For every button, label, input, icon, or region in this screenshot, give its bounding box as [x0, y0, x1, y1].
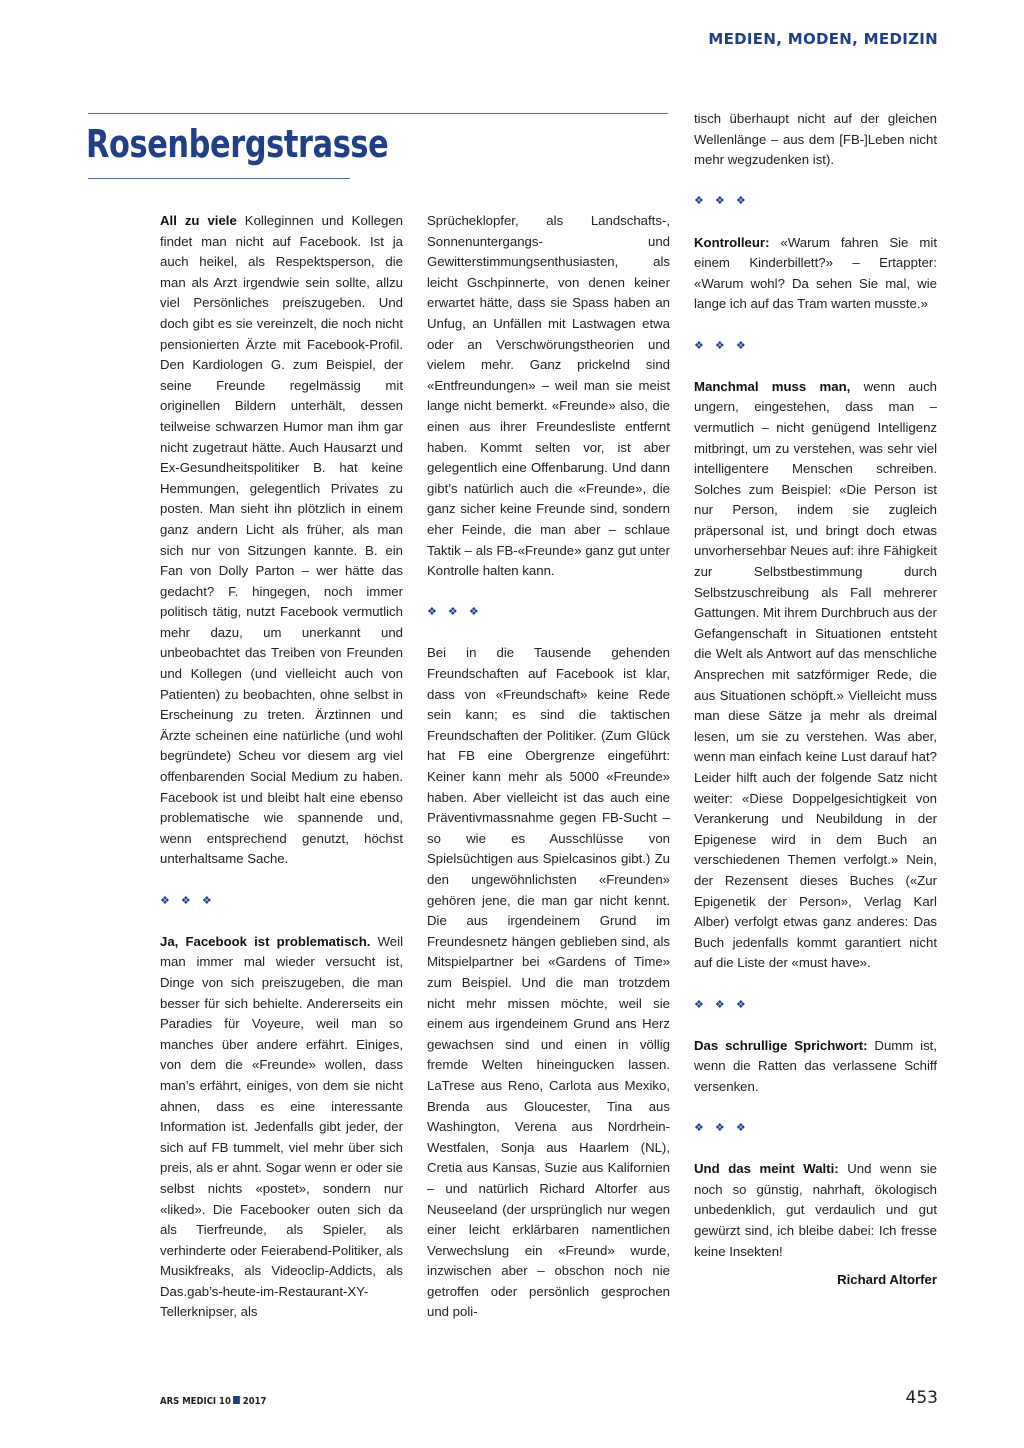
section-title: MEDIEN, MODEN, MEDIZIN	[708, 30, 938, 48]
paragraph-lead: All zu viele	[160, 213, 237, 228]
article-title: Rosenbergstrasse	[86, 122, 389, 166]
section-ornament: ❖ ❖ ❖	[694, 339, 750, 352]
paragraph	[160, 932, 403, 1323]
paragraph	[427, 643, 670, 1323]
square-separator-icon	[233, 1396, 240, 1404]
journal-year: 2017	[242, 1396, 267, 1407]
title-bottom-rule	[88, 178, 350, 179]
paragraph-text: Sprücheklopfer, als Landschafts-, Sonnenuntergangs- und Gewitterstimmungsenthusiasten, als leicht Gschpinnerte, von denen keiner erwartet hätte, dass sie Spass haben an Unfug, an Unfällen mit Lastwagen etwa oder an Verschwörungstheorien und vielem mehr. Ganz prickelnd sind «Entfreundungen» – weil man sie meist lange nicht bemerkt. «Freunde» also, die einen aus ihrer Freundesliste entfernt haben. Kommt selten vor, ist aber gelegentlich eine Offenbarung. Und dann gibt’s natürlich auch die «Freunde», die ganz sicher keine Freunde sind, sondern eher Feinde, die man aber – schlaue Taktik – als FB-«Freunde» ganz gut unter Kontrolle halten kann.	[427, 213, 670, 579]
paragraph-lead: Und das meint Walti:	[694, 1161, 839, 1177]
column-3	[694, 109, 937, 1291]
page-number: 453	[905, 1388, 938, 1408]
column-1	[160, 211, 403, 1344]
journal-name: ARS MEDICI 10	[160, 1396, 231, 1407]
paragraph-text: Und wenn sie noch so günstig, nahrhaft, ökologisch unbedenklich, gut verdaulich und gut gewürzt sind, ich bleibe dabei: Ich fresse keine Insekten!	[694, 1161, 937, 1259]
paragraph-text: wenn auch ungern, eingestehen, dass man – vermutlich – nicht genügend Intelligenz mitbringt, um zu verstehen, was sehr viel intelligentere Menschen schreiben. Solches zum Beispiel: «Die Person ist nur Person, indem sie zugleich präpersonal ist, und bringt doch etwas unvorhersehbar Neues auf: ihre Fähigkeit zur Selbstbestimmung durch Selbstzuschreibung als Fall mehrerer Gattungen. Mit ihrem Durchbruch aus der Gefangenschaft in Situationen entsteht die Welt als Antwort auf das menschliche Ansprechen mit satzförmiger Rede, die aus Situationen schöpft.» Vielleicht muss man diese Sätze ja mehr als dreimal lesen, um sie zu verstehen. Was aber, wenn man einfach keine Lust darauf hat? Leider hilft auch der folgende Satz nicht weiter: «Diese Doppelgesichtigkeit von Verankerung und Neubildung in der Epigenese wird in dem Buch an verschiedenen Themen verfolgt.» Nein, der Rezensent dieses Buches («Zur Epigenetik der Person», Verlag Karl Alber) verfolgt etwas ganz anderes: Das Buch jedenfalls kommt garantiert nicht auf die Liste der «must have».	[694, 378, 937, 971]
paragraph-lead: Manchmal muss man,	[694, 378, 851, 394]
section-ornament: ❖ ❖ ❖	[694, 195, 750, 208]
paragraph-text: tisch überhaupt nicht auf der gleichen Wellenlänge – aus dem [FB-]Leben nicht mehr wegzudenken ist).	[694, 111, 937, 168]
paragraph	[694, 109, 937, 171]
footer-journal	[160, 1396, 266, 1407]
section-ornament: ❖ ❖ ❖	[427, 606, 483, 619]
paragraph-text: Weil man immer mal wieder versucht ist, Dinge von sich preiszugeben, die man besser für sich behielte. Andererseits ein Paradies für Voyeure, weil man so manches über andere erfährt. Einiges, von dem die «Freunde» wollen, dass man’s erfährt, einiges, von dem sie nicht ahnen, dass es eine interessante Information ist. Jedenfalls gibt jeder, der sich auf FB tummelt, viel mehr über sich preis, als er ahnt. Sogar wenn er oder sie selbst nichts «postet», sondern nur «liked». Die Facebooker outen sich da als Tierfreunde, als Spieler, als verhinderte oder Feierabend-Politiker, als Musikfreaks, als Videoclip-Addicts, als Das.gab’s-heute-im-Restaurant-XY-Tellerknipser, als	[160, 933, 403, 1320]
paragraph	[160, 211, 403, 870]
paragraph	[694, 1159, 937, 1262]
paragraph-lead: Kontrolleur:	[694, 234, 770, 250]
title-top-rule	[88, 113, 668, 114]
paragraph	[427, 211, 670, 582]
paragraph-lead: Das schrullige Sprichwort:	[694, 1037, 868, 1053]
paragraph	[694, 1036, 937, 1098]
paragraph-lead: Ja, Facebook ist problematisch.	[160, 933, 371, 949]
author-signature: Richard Altorfer	[837, 1272, 937, 1288]
paragraph	[694, 233, 937, 315]
paragraph-text: Bei in die Tausende gehenden Freundschaften auf Facebook ist klar, dass von «Freundschaft» keine Rede sein kann; es sind die taktischen Freundschaften der Politiker. (Zum Glück hat FB eine Obergrenze eingeführt: Keiner kann mehr als 5000 «Freunde» haben. Aber vielleicht ist das auch eine Präventivmassnahme gegen FB-Sucht – so wie es Ausschlüsse von Spielsüchtigen aus Spielcasinos gibt.) Zu den ungewöhnlichsten «Freunden» gehören jene, die man gar nicht kennt. Die aus irgendeinem Grund im Freundesnetz hängen geblieben sind, als Mitspielpartner bei «Gardens of Time» zum Beispiel. Und die man trotzdem nicht mehr missen möchte, weil sie einem aus irgendeinem Grund ans Herz gewachsen sind und einen in völlig fremde Welten hineingucken lassen. LaTrese aus Reno, Carlota aus Mexiko, Brenda aus Gloucester, Tina aus Washington, Verena aus Nordrhein-Westfalen, Sonja aus Haarlem (NL), Cretia aus Kansas, Suzie aus Kalifornien – und natürlich Richard Altorfer aus Neuseeland (der ursprünglich nur wegen einer leicht erklärbaren namentlichen Verwechslung ein «Freund» wurde, inzwischen aber – obschon noch nie getroffen oder persönlich gesprochen und poli-	[427, 645, 670, 1320]
paragraph-text: Dumm ist, wenn die Ratten das verlassene Schiff versenken.	[694, 1037, 937, 1094]
section-ornament: ❖ ❖ ❖	[694, 998, 750, 1011]
section-ornament: ❖ ❖ ❖	[694, 1122, 750, 1135]
paragraph	[694, 377, 937, 974]
paragraph-text: Kolleginnen und Kollegen findet man nicht auf Facebook. Ist ja auch heikel, als Respektsperson, die man als Arzt irgendwie sein sollte, allzu viel Persönliches preiszugeben. Und doch gibt es sie vereinzelt, die noch nicht pensionierten Ärzte mit Facebook-Profil. Den Kardiologen G. zum Beispiel, der seine Freunde regelmässig mit originellen Bildern unterhält, dessen teilweise schwarzen Humor man ihm gar nicht zugetraut hätte. Auch Hausarzt und Ex-Gesundheitspolitiker B. hat keine Hemmungen, gelegentlich Privates zu posten. Man sieht ihn plötzlich in einem ganz andern Licht als früher, als man sich nur von Sitzungen kannte. B. ein Fan von Dolly Parton – wer hätte das gedacht? F. hingegen, noch immer politisch tätig, nutzt Facebook vermutlich mehr dazu, um unerkannt und unbeobachtet das Treiben von Freunden und Kollegen (und vielleicht auch von Patienten) zu beobachten, ohne selbst in Erscheinung zu treten. Ärztinnen und Ärzte scheinen eine natürliche (und wohl begründete) Scheu vor diesem arg viel offenbarenden Social Medium zu haben. Facebook ist und bleibt halt eine ebenso problematische wie spannende und, wenn entsprechend genutzt, höchst unterhaltsame Sache.	[160, 213, 403, 867]
paragraph-text: «Warum fahren Sie mit einem Kinderbillett?» – Ertappter: «Warum wohl? Da sehen Sie mal, wie lange ich auf das Tram warten musste.»	[694, 234, 937, 312]
section-ornament: ❖ ❖ ❖	[160, 894, 216, 907]
column-2	[427, 211, 670, 1344]
